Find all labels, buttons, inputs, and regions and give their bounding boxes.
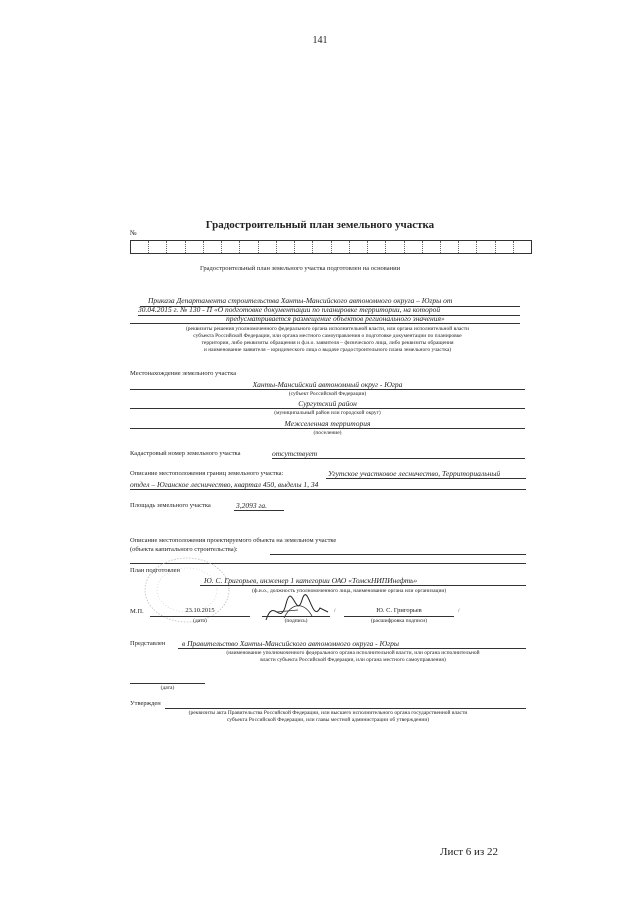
plan-number-label: №: [130, 229, 137, 237]
approved-caption-line: субъекта Российской Федерации, или главы местной администрации об утверждении): [226, 717, 430, 723]
area-value: 3,2093 га.: [236, 501, 268, 510]
basis-text-line-1: Приказа Департамента строительства Ханты-Мансийского автономного округа – Югры от: [148, 296, 453, 305]
signer-caption: (расшифровка подписи): [370, 618, 428, 624]
document-title: Градостроительный план земельного участка: [205, 219, 435, 231]
basis-caption-line: и наименование заявителя – юридического лица о выдаче градостроительного плана земельного участка): [203, 347, 452, 353]
location-subject: Ханты-Мансийский автономный округ - Югра: [252, 380, 403, 389]
area-label: Площадь земельного участка: [130, 502, 211, 509]
date-caption: (дата): [193, 618, 207, 624]
boundary-label: Описание местоположения границ земельного участка:: [130, 470, 284, 477]
location-subject-caption: (субъект Российской Федерации): [288, 391, 367, 397]
presented-label: Представлен: [130, 640, 166, 647]
sheet-number: Лист 6 из 22: [440, 846, 499, 858]
seal-placeholder: М.П.: [130, 608, 144, 615]
prepared-value: Ю. С. Григорьев, инженер 1 категории ОАО «ТомскНИПИнефть»: [204, 576, 418, 585]
presented-date-caption: (дата): [160, 685, 175, 691]
cadastral-value: отсутствует: [272, 449, 318, 458]
basis-text-line-3: предусматривается размещение объектов регионального значения»: [226, 314, 445, 323]
approved-caption-line: (реквизиты акта Правительства Российской Федерации, или высшего исполнительного органа государственной власти: [188, 710, 468, 716]
approved-label: Утвержден: [130, 700, 161, 707]
boundary-value-line-2: отдел – Юганское лесничество, квартал 450, выделы 1, 34: [130, 480, 319, 489]
basis-text-line-2: 30.04.2015 г. № 130 - П «О подготовке документации по планировке территории, на которой: [138, 305, 441, 314]
presented-value: в Правительство Ханты-Мансийского автономного округа - Югры: [182, 639, 399, 648]
presented-caption: [178, 650, 528, 664]
prepared-label: План подготовлен: [130, 567, 181, 574]
location-settlement-caption: (поселение): [313, 430, 342, 436]
signer-name: Ю. С. Григорьев: [376, 607, 422, 614]
basis-caption: [130, 326, 525, 354]
presented-caption-line: власти субъекта Российской Федерации, или органа местного самоуправления): [260, 657, 446, 663]
basis-caption-line: территории, либо реквизиты обращения и ф.и.о. заявителя – физического лица, либо реквизиты обращения: [201, 340, 454, 346]
date-value: 23.10.2015: [185, 607, 215, 614]
slash-separator: /: [334, 608, 336, 614]
presented-caption-line: (наименование уполномоченного федерального органа исполнительной власти, или органа исполнительной: [226, 650, 480, 656]
projected-object-label-1: Описание местоположения проектируемого объекта на земельном участке: [130, 537, 337, 544]
basis-caption-line: субъекта Российской Федерации, или органа местного самоуправления о подготовке документации по планировке: [193, 333, 462, 339]
location-settlement: Межселенная территория: [284, 419, 371, 428]
prepared-caption: (ф.и.о., должность уполномоченного лица, наименование органа или организации): [252, 588, 447, 594]
approved-caption: [130, 710, 526, 724]
page-number: 141: [312, 35, 328, 46]
plan-number-boxes: [130, 240, 532, 254]
signature-caption: (подпись): [284, 618, 308, 624]
signature-scribble: [262, 590, 332, 632]
cadastral-label: Кадастровый номер земельного участка: [130, 450, 241, 457]
basis-intro: Градостроительный план земельного участка подготовлен на основании: [200, 265, 401, 272]
location-district-caption: (муниципальный район или городской округ): [274, 410, 381, 416]
projected-object-label-2: (объекта капитального строительства):: [130, 546, 238, 553]
location-label: Местонахождение земельного участка: [130, 370, 237, 377]
basis-caption-line: (реквизиты решения уполномоченного федерального органа исполнительной власти, или органа исполнительной власти: [185, 326, 470, 332]
boundary-value-line-1: Угутское участковое лесничество, Территориальный: [328, 469, 501, 478]
location-district: Сургутский район: [298, 399, 357, 408]
slash-separator: /: [458, 608, 460, 614]
